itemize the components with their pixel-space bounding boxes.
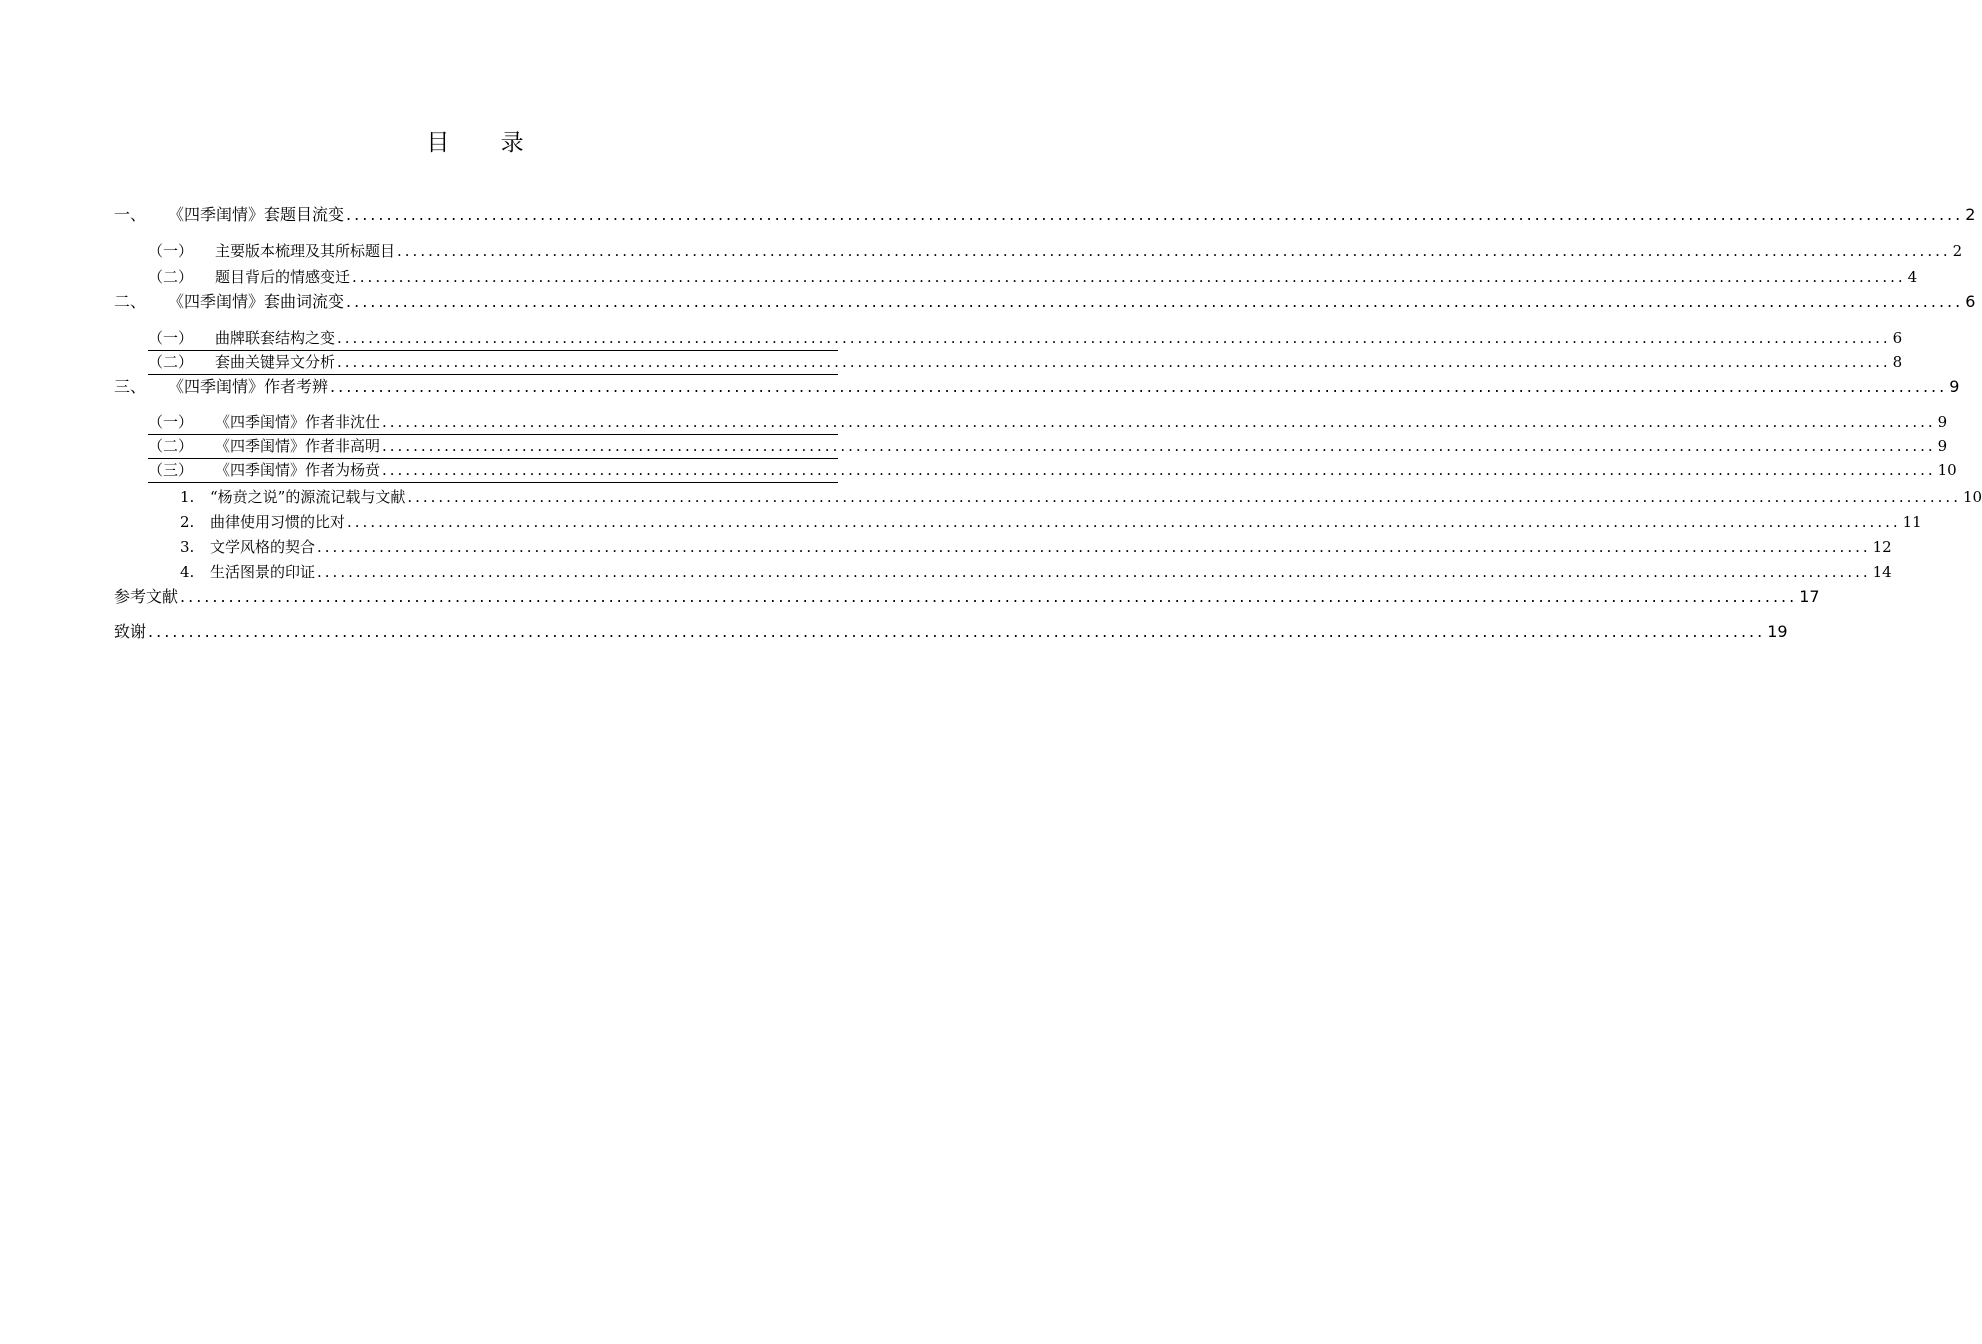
- page-title: 目 录: [426, 130, 546, 156]
- toc-entry-3-3-2[interactable]: [180, 510, 1922, 534]
- toc-entry-1-1[interactable]: [148, 239, 1963, 263]
- toc-entry-2-1[interactable]: [148, 326, 1903, 351]
- toc-entry-3-3-3[interactable]: [180, 535, 1892, 559]
- toc-title: 曲律使用习惯的比对: [210, 513, 346, 531]
- toc-page: 2: [1965, 205, 1976, 224]
- toc-title: 《四季闺情》作者为杨贲: [215, 461, 381, 479]
- toc-number: 一、: [114, 205, 147, 224]
- toc-number: （一）: [148, 242, 194, 260]
- toc-title: 曲牌联套结构之变: [215, 329, 336, 347]
- toc-page: 9: [1937, 413, 1948, 431]
- toc-entry-1-2[interactable]: [148, 265, 1918, 289]
- toc-title: 生活图景的印证: [210, 563, 316, 581]
- toc-entry-2-2[interactable]: [148, 350, 1903, 375]
- toc-page: 11: [1902, 513, 1922, 531]
- toc-title: 《四季闺情》作者考辨: [168, 377, 329, 396]
- toc-number: （二）: [148, 268, 194, 286]
- toc-title: 《四季闺情》套题目流变: [168, 205, 345, 224]
- toc-title: 文学风格的契合: [210, 538, 316, 556]
- toc-leader: ........................................................................................................................................................................................................: [382, 461, 1936, 479]
- toc-number: （二）: [148, 353, 194, 371]
- toc-title: 题目背后的情感变迁: [215, 268, 351, 286]
- toc-page: 2: [1952, 242, 1963, 260]
- toc-page: 14: [1872, 563, 1892, 581]
- toc-entry-3-2[interactable]: [148, 434, 1948, 459]
- toc-title: 《四季闺情》作者非沈仕: [215, 413, 381, 431]
- toc-number: 4.: [180, 563, 195, 581]
- toc-leader: ........................................................................................................................................................................................................: [317, 538, 1871, 556]
- toc-title: 《四季闺情》套曲词流变: [168, 292, 345, 311]
- toc-entry-references[interactable]: [114, 585, 1820, 609]
- toc-title: 主要版本梳理及其所标题目: [215, 242, 396, 260]
- toc-leader: ........................................................................................................................................................................................................: [337, 329, 1891, 347]
- toc-number: （三）: [148, 461, 194, 479]
- toc-number: （二）: [148, 437, 194, 455]
- toc-title: 参考文献: [114, 587, 179, 606]
- toc-number: 1.: [180, 488, 195, 506]
- toc-entry-1[interactable]: [114, 203, 1976, 227]
- toc-page: 10: [1962, 488, 1982, 506]
- toc-page: 17: [1799, 587, 1820, 606]
- toc-page: 8: [1892, 353, 1903, 371]
- toc-number: 二、: [114, 292, 147, 311]
- toc-entry-3-3[interactable]: [148, 458, 1957, 483]
- toc-leader: ........................................................................................................................................................................................................: [346, 205, 1964, 224]
- toc-leader: ........................................................................................................................................................................................................: [148, 622, 1766, 641]
- toc-entry-3[interactable]: [114, 375, 1960, 399]
- toc-title: 致谢: [114, 622, 147, 641]
- toc-leader: ........................................................................................................................................................................................................: [397, 242, 1951, 260]
- toc-leader: ........................................................................................................................................................................................................: [330, 377, 1948, 396]
- toc-entry-2[interactable]: [114, 290, 1976, 314]
- toc-page: 6: [1892, 329, 1903, 347]
- toc-leader: ........................................................................................................................................................................................................: [352, 268, 1906, 286]
- toc-leader: ........................................................................................................................................................................................................: [317, 563, 1871, 581]
- toc-leader: ........................................................................................................................................................................................................: [337, 353, 1891, 371]
- toc-page: 6: [1965, 292, 1976, 311]
- toc-leader: ........................................................................................................................................................................................................: [347, 513, 1901, 531]
- toc-entry-3-3-1[interactable]: [180, 485, 1982, 509]
- toc-page: 9: [1949, 377, 1960, 396]
- toc-page: 12: [1872, 538, 1892, 556]
- toc-entry-acknowledgements[interactable]: [114, 620, 1788, 644]
- toc-entry-3-1[interactable]: [148, 410, 1948, 435]
- toc-number: （一）: [148, 329, 194, 347]
- toc-number: 三、: [114, 377, 147, 396]
- toc-entry-3-3-4[interactable]: [180, 560, 1892, 584]
- toc-title: 套曲关键异文分析: [215, 353, 336, 371]
- toc-number: （一）: [148, 413, 194, 431]
- toc-page: 4: [1907, 268, 1918, 286]
- toc-number: 2.: [180, 513, 195, 531]
- toc-page: 10: [1937, 461, 1957, 479]
- toc-title: “杨贲之说”的源流记载与文献: [210, 488, 406, 506]
- toc-title: 《四季闺情》作者非高明: [215, 437, 381, 455]
- toc-leader: ........................................................................................................................................................................................................: [382, 413, 1936, 431]
- toc-leader: ........................................................................................................................................................................................................: [382, 437, 1936, 455]
- toc-page: 19: [1767, 622, 1788, 641]
- toc-leader: ........................................................................................................................................................................................................: [407, 488, 1961, 506]
- toc-page: 9: [1937, 437, 1948, 455]
- toc-number: 3.: [180, 538, 195, 556]
- toc-leader: ........................................................................................................................................................................................................: [180, 587, 1798, 606]
- toc-leader: ........................................................................................................................................................................................................: [346, 292, 1964, 311]
